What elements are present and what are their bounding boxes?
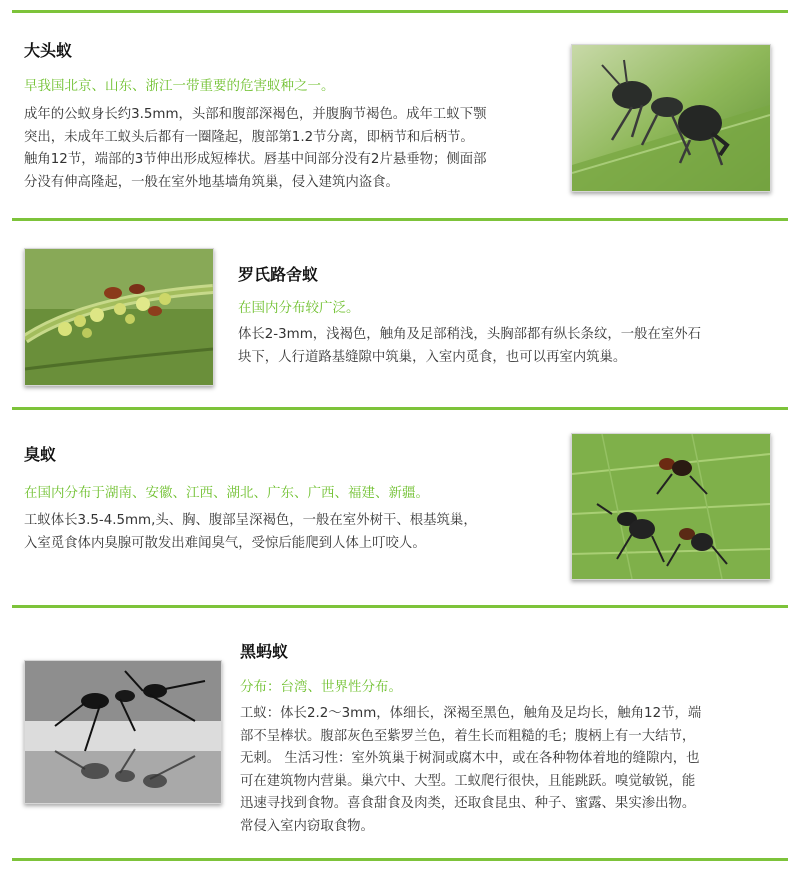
section-subtitle: 分布：台湾、世界性分布。 <box>240 679 402 695</box>
ant-photo <box>24 248 214 386</box>
description-line: 分没有伸高隆起，一般在室外地基墙角筑巢，侵入建筑内盗食。 <box>24 174 399 190</box>
description-line: 块下，人行道路基缝隙中筑巢，入室内觅食，也可以再室内筑巢。 <box>238 349 627 365</box>
section-description <box>240 703 701 838</box>
description-line: 无刺。 生活习性：室外筑巢于树洞或腐木中，或在各种物体着地的缝隙内，也 <box>240 751 700 766</box>
section-title: 臭蚁 <box>24 445 57 464</box>
ant-photo <box>571 433 771 580</box>
section-description <box>24 510 477 555</box>
ant-photo <box>571 44 771 192</box>
description-line: 成年的公蚁身长约3.5mm，头部和腹部深褐色，并腹胸节褐色。成年工蚁下颚 <box>24 107 487 122</box>
section-subtitle: 在国内分布于湖南、安徽、江西、湖北、广东、广西、福建、新疆。 <box>24 485 429 501</box>
description-line: 体长2-3mm，浅褐色，触角及足部稍浅，头胸部都有纵长条纹，一般在室外石 <box>238 327 702 342</box>
description-line: 工蚁：体长2.2～3mm，体细长，深褐至黑色，触角及足均长，触角12节，端 <box>240 706 702 721</box>
section-title: 罗氏路舍蚁 <box>238 265 319 284</box>
section-description <box>24 104 487 194</box>
description-line: 部不呈棒状。腹部灰色至紫罗兰色，着生长而粗糙的毛；腹柄上有一大结节， <box>240 728 696 744</box>
divider <box>12 10 788 13</box>
description-line: 入室觅食体内臭腺可散发出难闻臭气，受惊后能爬到人体上叮咬人。 <box>24 535 426 551</box>
section-subtitle: 早我国北京、山东、浙江一带重要的危害蚁种之一。 <box>24 78 335 94</box>
description-line: 常侵入室内窃取食物。 <box>240 818 374 834</box>
description-line: 迅速寻找到食物。喜食甜食及肉类，还取食昆虫、种子、蜜露、果实渗出物。 <box>240 796 696 811</box>
section-title: 黑蚂蚁 <box>240 642 289 661</box>
description-line: 工蚁体长3.5-4.5mm,头、胸、腹部呈深褐色，一般在室外树干、根基筑巢， <box>24 513 477 528</box>
divider <box>12 605 788 608</box>
divider <box>12 858 788 861</box>
section-description <box>238 324 701 369</box>
description-line: 可在建筑物内营巢。巢穴中、大型。工蚁爬行很快，且能跳跃。嗅觉敏锐，能 <box>240 773 696 789</box>
section-title: 大头蚁 <box>24 41 73 60</box>
ant-photo <box>24 660 222 804</box>
description-line: 触角12节，端部的3节伸出形成短棒状。唇基中间部分没有2片悬垂物；侧面部 <box>24 152 487 167</box>
divider <box>12 218 788 221</box>
description-line: 突出，未成年工蚁头后都有一圈隆起，腹部第1.2节分离，即柄节和后柄节。 <box>24 129 474 145</box>
section-subtitle: 在国内分布较广泛。 <box>238 300 360 316</box>
divider <box>12 407 788 410</box>
